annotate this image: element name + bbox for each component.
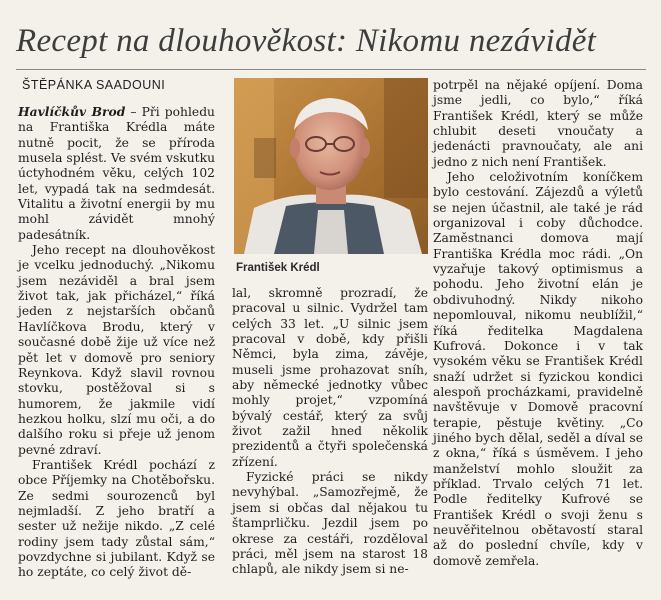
- paragraph: lal, skromně prozradí, že pracoval u silnic. Vydržel tam celých 33 let. „U silnic jsem pracoval v době, kdy přišli Němci, byla zima, závěje, museli jsme prohazovat sníh, aby německé jednotky vůbec mohly projet,“ vzpomíná bývalý cestář, který za svůj život zažil hned několik prezidentů a čtyři společenská zřízení.: [232, 286, 428, 469]
- article-column-1: [18, 104, 215, 581]
- paragraph: František Krédl pochází z obce Příjemky na Chotěbořsku. Ze sedmi sourozenců byl nejmladší. Z jeho bratří a sester už nežije nikdo. „Z celé rodiny jsem tady zůstal sám,“ povzdychne si jubilant. Když se ho zeptáte, co celý život dě-: [18, 457, 215, 580]
- paragraph: [18, 104, 215, 243]
- headline-rule: [16, 69, 646, 70]
- article-column-2: [232, 286, 428, 578]
- article-column-3: [433, 78, 643, 569]
- paragraph: potrpěl na nějaké opíjení. Doma jsme jedli, co bylo,“ říká František Krédl, který se může chlubit deseti vnoučaty a jedenácti pravnoučaty, ale ani jedno z nich není František.: [433, 78, 643, 169]
- portrait-photo: [234, 78, 428, 254]
- paragraph: Jeho recept na dlouhověkost je vcelku jednoduchý. „Nikomu jsem nezáviděl a bral jsem život tak, jak přicházel,“ říká jeden z nejstarších občanů Havlíčkova Brodu, který v současné době žije už více než pět let v domově pro seniory Reynkova. Když slavil rovnou stovku, postěžoval si s humorem, že jakmile vidí hezkou holku, slzí mu oči, a do dalšího roku si přeje už jenom pevné zdraví.: [18, 243, 215, 457]
- photo-caption: František Krédl: [236, 262, 320, 274]
- headline: Recept na dlouhověkost: Nikomu nezávidět: [16, 23, 597, 59]
- dateline: Havlíčkův Brod: [18, 104, 126, 119]
- paragraph-text: – Při pohledu na Františka Krédla máte nutně pocit, že se příroda musela splést. Ve svém vskutku úctyhodném věku, celých 102 let, vypadá tak na sedmdesát. Vitalitu a životní energii by mu mohl závidět mnohý padesátník.: [18, 105, 215, 242]
- byline: ŠTĚPÁNKA SAADOUNI: [22, 78, 166, 92]
- paragraph: Fyzické práci se nikdy nevyhýbal. „Samozřejmě, že jsem si občas dal nějakou tu štamprličku. Jezdil jsem po okrese za cestáři, rozděloval práci, měl jsem na starost 18 chlapů, ale nikdy jsem si ne-: [232, 470, 428, 577]
- paragraph: Jeho celoživotním koníčkem bylo cestování. Zájezdů a výletů se nejen účastnil, ale také je rád organizoval i coby důchodce. Zaměstnanci domova mají Františka Krédla moc rádi. „On vyzařuje takový optimismus a pohodu. Jeho životní elán je obdivuhodný. Nikdy nikoho nepomlouval, nikomu neublížil,“ říká ředitelka Magdalena Kufrová. Dokonce i v tak vysokém věku se František Krédl snaží udržet si fyzickou kondici alespoň procházkami, pravidelně navštěvuje v Domově pracovní terapie, pěstuje květiny. „Co jiného bych dělal, seděl a díval se z okna,“ říká s úsměvem. I jeho manželství mohlo sloužit za příklad. Trvalo celých 71 let. Podle ředitelky Kufrové se František Krédl o svoji ženu s neuvěřitelnou obětavostí staral až do poslední chvíle, kdy v domově zemřela.: [433, 170, 643, 568]
